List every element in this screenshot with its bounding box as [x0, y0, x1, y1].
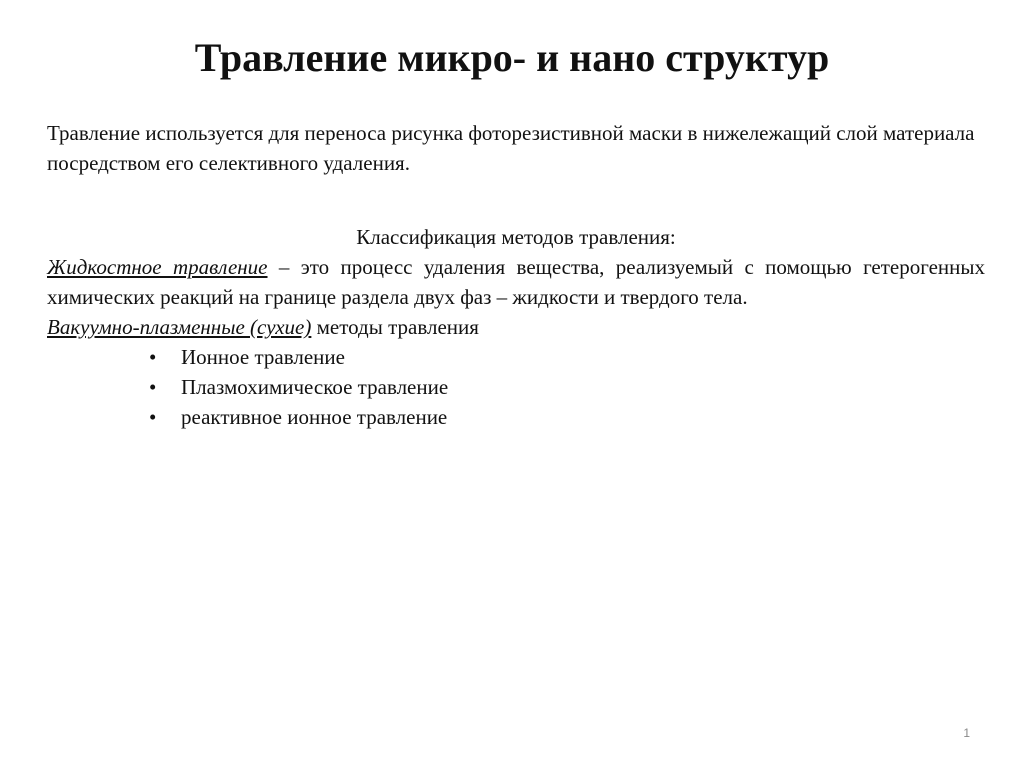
intro-paragraph: Травление используется для переноса рисунка фоторезистивной маски в нижележащий слой материала посредством его селективного удаления. — [47, 121, 975, 175]
wet-etching-paragraph — [47, 252, 985, 312]
page-number: 1 — [963, 726, 970, 740]
wet-etching-definition: – это процесс удаления вещества, реализуемый с помощью гетерогенных химических реакций на границе раздела двух фаз – жидкости и твердого тела. — [47, 255, 985, 309]
method-ion-etching: Ионное травление — [181, 345, 345, 369]
dry-etching-suffix: методы травления — [311, 315, 479, 339]
bullet-icon: • — [149, 375, 157, 399]
method-reactive-ion-etching: реактивное ионное травление — [181, 405, 448, 429]
wet-etching-term: Жидкостное травление — [47, 255, 268, 279]
bullet-icon: • — [149, 405, 157, 429]
list-item — [143, 342, 985, 372]
slide-title: Травление микро- и нано структур — [194, 35, 830, 80]
method-plasma-chemical-etching: Плазмохимическое травление — [181, 375, 449, 399]
list-item — [143, 402, 985, 432]
dry-etching-paragraph — [47, 312, 985, 342]
dry-etching-term: Вакуумно-плазменные (сухие) — [47, 315, 312, 339]
bullet-icon: • — [149, 345, 157, 369]
list-item — [143, 372, 985, 402]
etching-methods-list — [47, 342, 985, 432]
slide-body — [47, 222, 985, 432]
classification-heading: Классификация методов травления: — [356, 225, 676, 249]
